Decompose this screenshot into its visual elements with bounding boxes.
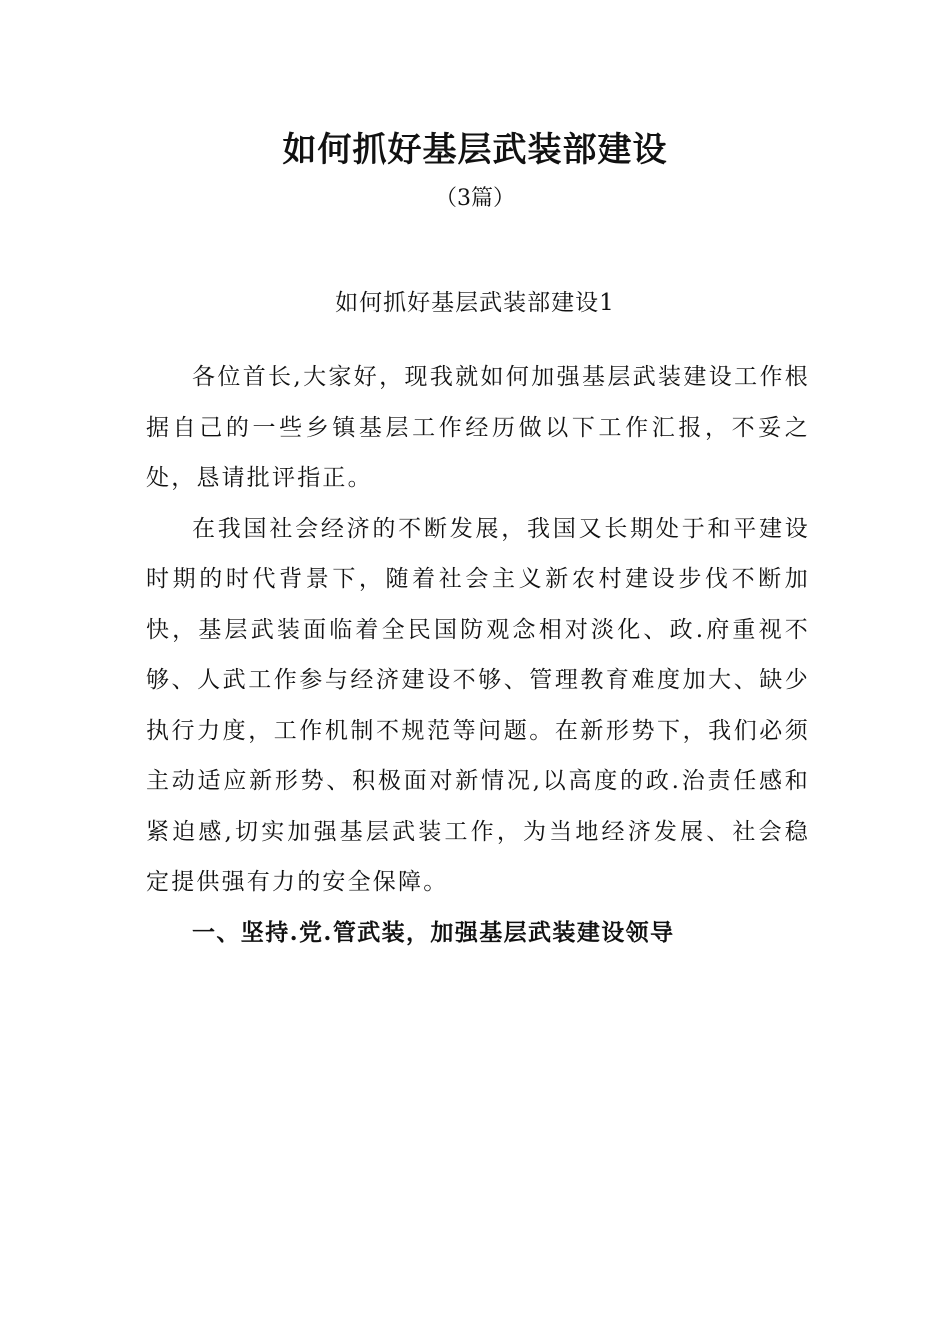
document-body bbox=[146, 352, 810, 958]
document-title: 如何抓好基层武装部建设 bbox=[282, 130, 668, 170]
document-subtitle: （3篇） bbox=[435, 186, 515, 211]
article-title: 如何抓好基层武装部建设1 bbox=[335, 290, 615, 316]
section-heading: 一、坚持.党.管武装，加强基层武装建设领导 bbox=[192, 918, 675, 946]
paragraph-intro: 各位首长,大家好，现我就如何加强基层武装建设工作根据自己的一些乡镇基层工作经历做以下工作汇报，不妥之处，恳请批评指正。 bbox=[146, 364, 810, 491]
paragraph-background: 在我国社会经济的不断发展，我国又长期处于和平建设时期的时代背景下，随着社会主义新农村建设步伐不断加快，基层武装面临着全民国防观念相对淡化、政.府重视不够、人武工作参与经济建设不够、管理教育难度加大、缺少执行力度，工作机制不规范等问题。在新形势下，我们必须主动适应新形势、积极面对新情况,以高度的政.治责任感和紧迫感,切实加强基层武装工作，为当地经济发展、社会稳定提供强有力的安全保障。 bbox=[146, 515, 810, 895]
